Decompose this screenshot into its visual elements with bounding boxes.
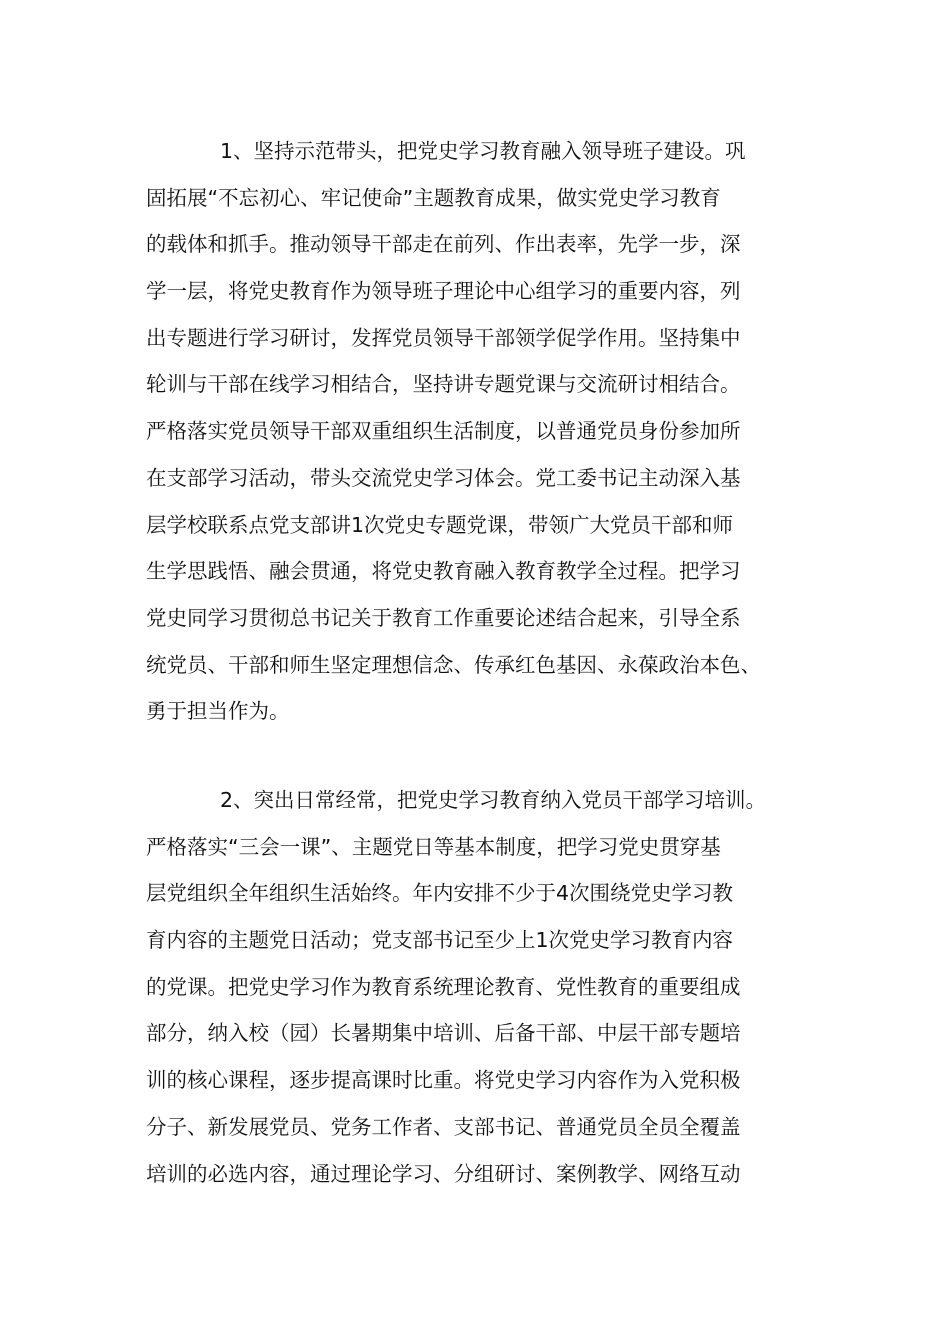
paragraph-line: 层党组织全年组织生活始终。年内安排不少于4次围绕党史学习教 [146, 881, 734, 906]
paragraph-line: 轮训与干部在线学习相结合，坚持讲专题党课与交流研讨相结合。 [146, 372, 741, 397]
paragraph-1 [146, 128, 826, 735]
paragraph-line: 在支部学习活动，带头交流党史学习体会。党工委书记主动深入基 [146, 465, 741, 490]
paragraph-line: 学一层，将党史教育作为领导班子理论中心组学习的重要内容，列 [146, 279, 741, 304]
paragraph-line: 2、突出日常经常，把党史学习教育纳入党员干部学习培训。 [220, 788, 767, 812]
paragraph-line: 出专题进行学习研讨，发挥党员领导干部领学促学作用。坚持集中 [146, 325, 741, 350]
paragraph-line: 的党课。把党史学习作为教育系统理论教育、党性教育的重要组成 [146, 974, 741, 999]
paragraph-2 [146, 777, 826, 1197]
paragraph-line: 层学校联系点党支部讲1次党史专题党课，带领广大党员干部和师 [146, 512, 734, 537]
paragraph-line: 部分，纳入校（园）长暑期集中培训、后备干部、中层干部专题培 [146, 1021, 741, 1046]
paragraph-line: 严格落实党员领导干部双重组织生活制度，以普通党员身份参加所 [146, 419, 741, 444]
paragraph-line: 党史同学习贯彻总书记关于教育工作重要论述结合起来，引导全系 [146, 605, 741, 630]
paragraph-line: 固拓展“不忘初心、牢记使命”主题教育成果，做实党史学习教育 [146, 185, 721, 210]
paragraph-line: 训的核心课程，逐步提高课时比重。将党史学习内容作为入党积极 [146, 1068, 741, 1093]
paragraph-line: 育内容的主题党日活动；党支部书记至少上1次党史学习教育内容 [146, 928, 734, 953]
paragraph-line: 1、坚持示范带头，把党史学习教育融入领导班子建设。巩 [220, 139, 746, 163]
paragraph-line: 勇于担当作为。 [146, 699, 290, 724]
paragraph-line: 分子、新发展党员、党务工作者、支部书记、普通党员全员全覆盖 [146, 1114, 741, 1139]
paragraph-line: 培训的必选内容，通过理论学习、分组研讨、案例教学、网络互动 [146, 1161, 741, 1186]
paragraph-line: 严格落实“三会一课”、主题党日等基本制度，把学习党史贯穿基 [146, 834, 721, 859]
paragraph-line: 统党员、干部和师生坚定理想信念、传承红色基因、永葆政治本色、 [146, 652, 761, 677]
paragraph-line: 的载体和抓手。推动领导干部走在前列、作出表率，先学一步，深 [146, 232, 741, 257]
paragraph-line: 生学思践悟、融会贯通，将党史教育融入教育教学全过程。把学习 [146, 559, 741, 584]
